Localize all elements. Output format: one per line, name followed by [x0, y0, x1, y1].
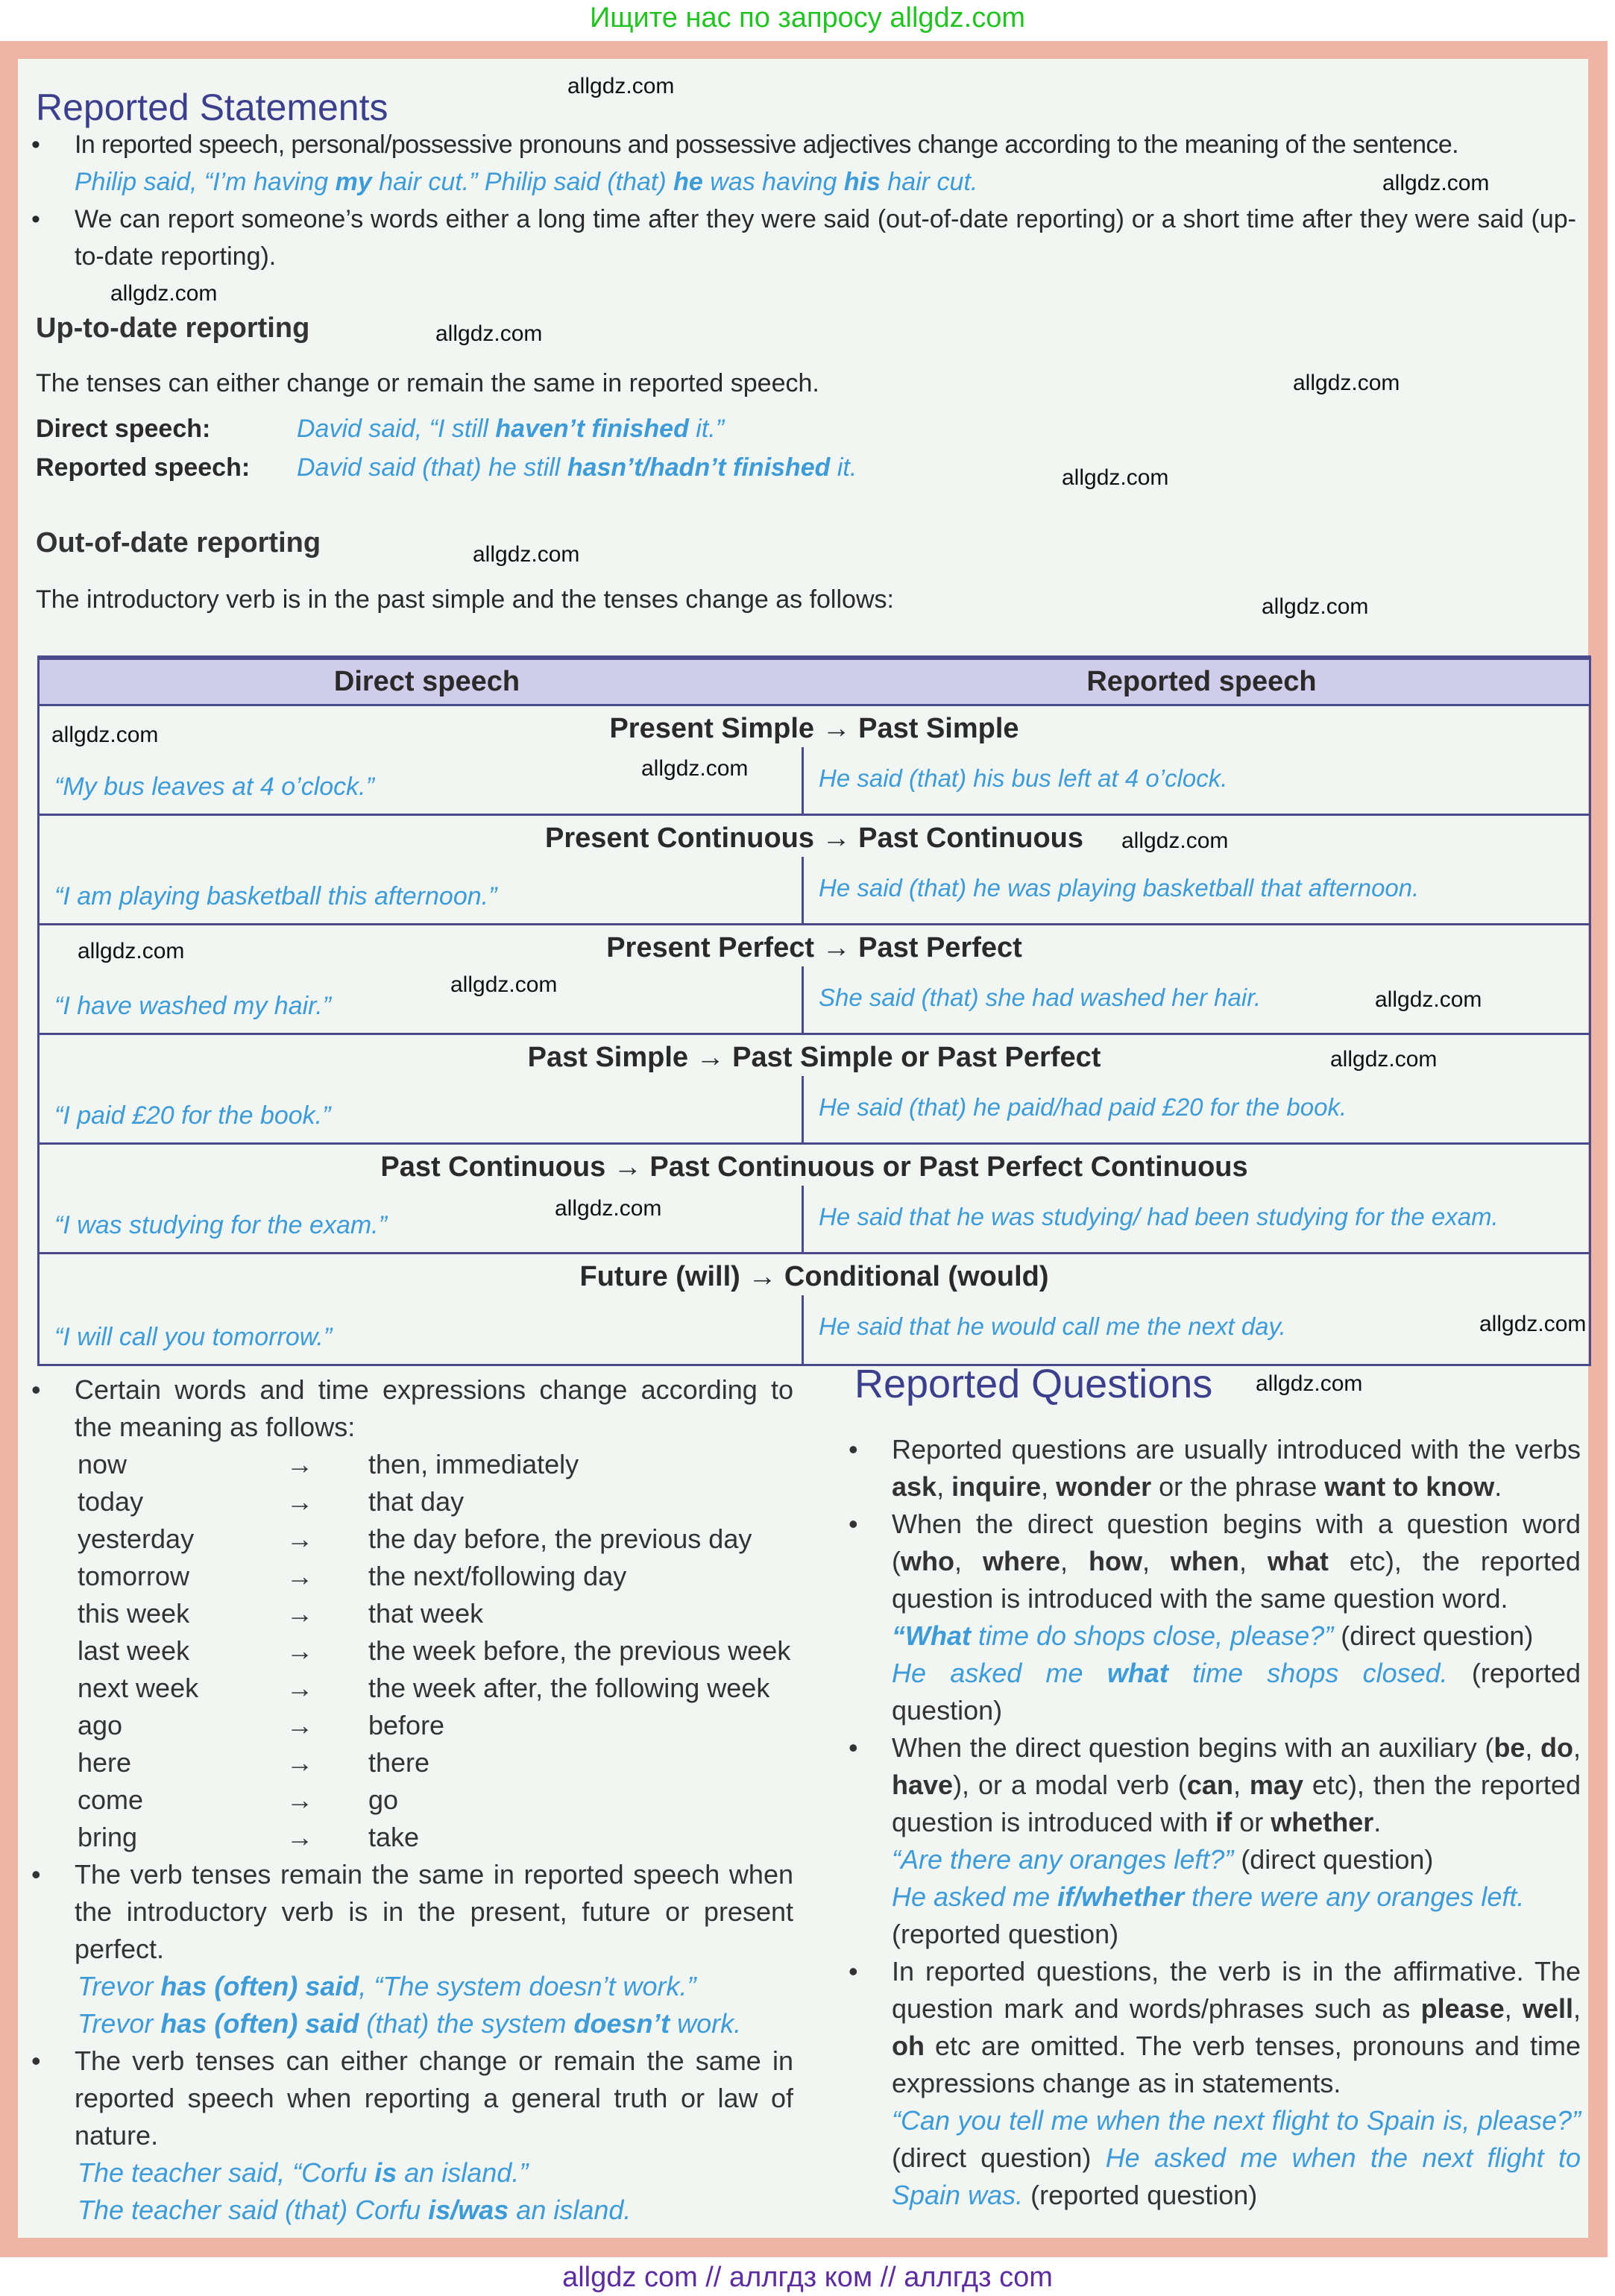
uptodate-text: The tenses can either change or remain the same in reported speech. [36, 369, 819, 397]
section-title-questions: Reported Questions [854, 1362, 1213, 1406]
expr-from: yesterday [78, 1523, 195, 1554]
watermark: allgdz.com [1293, 371, 1400, 395]
row-reported: He said that he would call me the next day. [802, 1295, 1589, 1364]
watermark: allgdz.com [555, 1196, 662, 1221]
expr-to: the day before, the previous day [368, 1523, 752, 1554]
row-tense-title: Present Perfect → Past Perfect [606, 932, 1022, 963]
row-reported: He said (that) he was playing basketball that afternoon. [802, 857, 1589, 923]
expr-to: that week [368, 1598, 484, 1629]
row-tense-title: Past Simple → Past Simple or Past Perfect [527, 1042, 1101, 1073]
bullet-pronouns: • In reported speech, personal/possessive pronouns and possessive adjectives change according to the meaning of the sentence. [18, 126, 1576, 163]
row-direct: “I will call you tomorrow.” [54, 1323, 333, 1351]
bullet-time-expressions: • Certain words and time expressions change according to the meaning as follows: [18, 1371, 793, 1446]
expr-to: take [368, 1822, 420, 1852]
page-frame [0, 41, 1608, 2257]
arrow-icon: → [286, 1822, 313, 1852]
expr-from: ago [78, 1710, 123, 1740]
expr-to: that day [368, 1486, 465, 1517]
expr-from: this week [78, 1598, 190, 1629]
header-reported-speech: Reported speech [1086, 666, 1317, 697]
row-reported: He said (that) his bus left at 4 o’clock. [802, 747, 1589, 814]
example-corfu-direct: The teacher said, “Corfu is an island.” [78, 2157, 529, 2188]
table-header [40, 660, 1589, 706]
row-tense-title: Future (will) → Conditional (would) [579, 1261, 1049, 1292]
expr-from: today [78, 1486, 144, 1517]
arrow-icon: → [286, 1449, 313, 1479]
example-oranges-direct: “Are there any oranges left?” (direct question) [892, 1844, 1434, 1875]
watermark: allgdz.com [450, 972, 558, 997]
table-row [40, 1145, 1589, 1254]
arrow-icon: → [286, 1747, 313, 1778]
row-tense-title: Present Continuous → Past Continuous [544, 823, 1084, 854]
page-content [18, 59, 1588, 2238]
example-shops-direct: “What time do shops close, please?” (direct question) [892, 1620, 1534, 1651]
watermark: allgdz.com [435, 321, 543, 346]
watermark: allgdz.com [1375, 987, 1482, 1012]
row-tense-title: Past Continuous → Past Continuous or Past Perfect Continuous [380, 1151, 1248, 1183]
subheading-out-of-date: Out-of-date reporting [36, 527, 321, 559]
table-row [40, 925, 1589, 1035]
bullet-general-truth: • The verb tenses can either change or remain the same in reported speech when reporting a general truth or law of nature. [18, 2042, 793, 2154]
watermark: allgdz.com [1121, 828, 1229, 853]
bullet-question-word: • When the direct question begins with a question word (who, where, how, when, what etc), the reported question is introduced with the same question word. [835, 1506, 1581, 1617]
bullet-affirmative: • In reported questions, the verb is in the affirmative. The question mark and words/phrases such as please, well, oh etc are omitted. The verb tenses, pronouns and time expressions change as in statements. [835, 1953, 1581, 2102]
time-expression-list [18, 1446, 793, 1856]
example-flight: “Can you tell me when the next flight to Spain is, please?” (direct question) He asked me when the next flight to Spain was. (reported question) [892, 2105, 1581, 2210]
expr-from: bring [78, 1822, 138, 1852]
arrow-icon: → [286, 1598, 313, 1629]
search-banner: Ищите нас по запросу allgdz.com [589, 2, 1025, 34]
example-trevor-direct: Trevor has (often) said, “The system doesn’t work.” [78, 1971, 696, 2001]
expr-to: the week before, the previous week [368, 1635, 791, 1666]
left-column [18, 1371, 793, 2229]
watermark: allgdz.com [1479, 1312, 1587, 1336]
row-reported: He said (that) he paid/had paid £20 for the book. [802, 1076, 1589, 1142]
outofdate-text: The introductory verb is in the past simple and the tenses change as follows: [36, 585, 894, 614]
watermark: allgdz.com [473, 542, 580, 567]
bullet-auxiliary: • When the direct question begins with an auxiliary (be, do, have), or a modal verb (can, may etc), then the reported question is introduced with if or whether. [835, 1729, 1581, 1841]
arrow-icon: → [286, 1486, 313, 1517]
arrow-icon: → [286, 1784, 313, 1815]
reported-speech-example: Reported speech: David said (that) he still hasn’t/hadn’t finished it. [36, 453, 857, 482]
expr-from: here [78, 1747, 132, 1778]
bullet-reporting-time: • We can report someone’s words either a long time after they were said (out-of-date reporting) or a short time after they were said (up-to-date reporting). [18, 201, 1576, 275]
expr-to: before [368, 1710, 445, 1740]
arrow-icon: → [286, 1673, 313, 1703]
watermark: allgdz.com [1382, 171, 1490, 195]
watermark: allgdz.com [110, 281, 218, 306]
watermark: allgdz.com [78, 939, 185, 963]
row-direct: “I was studying for the exam.” [54, 1211, 387, 1239]
watermark: allgdz.com [1062, 465, 1169, 490]
tense-change-table [37, 655, 1591, 1366]
watermark: allgdz.com [1330, 1047, 1438, 1072]
statements-intro [18, 126, 1576, 275]
table-row [40, 816, 1589, 925]
expr-from: next week [78, 1673, 199, 1703]
watermark: allgdz.com [1262, 594, 1369, 619]
subheading-up-to-date: Up-to-date reporting [36, 312, 310, 344]
arrow-icon: → [286, 1561, 313, 1591]
expr-from: tomorrow [78, 1561, 190, 1591]
watermark: allgdz.com [51, 723, 159, 747]
expr-from: now [78, 1449, 128, 1479]
expr-to: the next/following day [368, 1561, 627, 1591]
row-direct: “My bus leaves at 4 o’clock.” [54, 773, 374, 801]
row-tense-title: Present Simple → Past Simple [609, 713, 1019, 744]
example-corfu-reported: The teacher said (that) Corfu is/was an island. [78, 2195, 632, 2225]
expr-from: last week [78, 1635, 190, 1666]
expr-to: the week after, the following week [368, 1673, 770, 1703]
table-row [40, 706, 1589, 816]
example-oranges-reported: He asked me if/whether there were any oranges left. (reported question) [892, 1881, 1525, 1949]
row-reported: He said that he was studying/ had been studying for the exam. [802, 1186, 1589, 1252]
watermark: allgdz.com [567, 74, 675, 98]
arrow-icon: → [286, 1635, 313, 1666]
right-column [835, 1431, 1581, 2214]
direct-speech-example: Direct speech: David said, “I still haven’t finished it.” [36, 415, 725, 443]
row-direct: “I paid £20 for the book.” [54, 1101, 331, 1130]
footer-watermark: allgdz com // аллгдз ком // аллгдз com [562, 2262, 1053, 2293]
expr-to: there [368, 1747, 430, 1778]
expr-to: then, immediately [368, 1449, 579, 1479]
arrow-icon: → [286, 1523, 313, 1554]
example-philip: Philip said, “I’m having my hair cut.” Philip said (that) he was having his hair cut. [75, 168, 978, 196]
arrow-icon: → [286, 1710, 313, 1740]
watermark: allgdz.com [1256, 1371, 1363, 1396]
speech-examples [36, 409, 857, 487]
table-row [40, 1254, 1589, 1364]
section-title-statements: Reported Statements [36, 87, 388, 128]
example-shops-reported: He asked me what time shops closed. (reported question) [892, 1658, 1581, 1726]
watermark: allgdz.com [641, 756, 749, 781]
expr-to: go [368, 1784, 399, 1815]
example-trevor-reported: Trevor has (often) said (that) the system doesn’t work. [78, 2008, 742, 2039]
row-direct: “I am playing basketball this afternoon.” [54, 882, 497, 910]
row-reported: She said (that) she had washed her hair. [802, 966, 1589, 1033]
expr-from: come [78, 1784, 144, 1815]
bullet-tenses-same: • The verb tenses remain the same in reported speech when the introductory verb is in the present, future or present perfect. [18, 1856, 793, 1968]
header-direct-speech: Direct speech [333, 666, 520, 697]
row-direct: “I have washed my hair.” [54, 992, 331, 1020]
bullet-question-verbs: • Reported questions are usually introduced with the verbs ask, inquire, wonder or the phrase want to know. [835, 1431, 1581, 1506]
